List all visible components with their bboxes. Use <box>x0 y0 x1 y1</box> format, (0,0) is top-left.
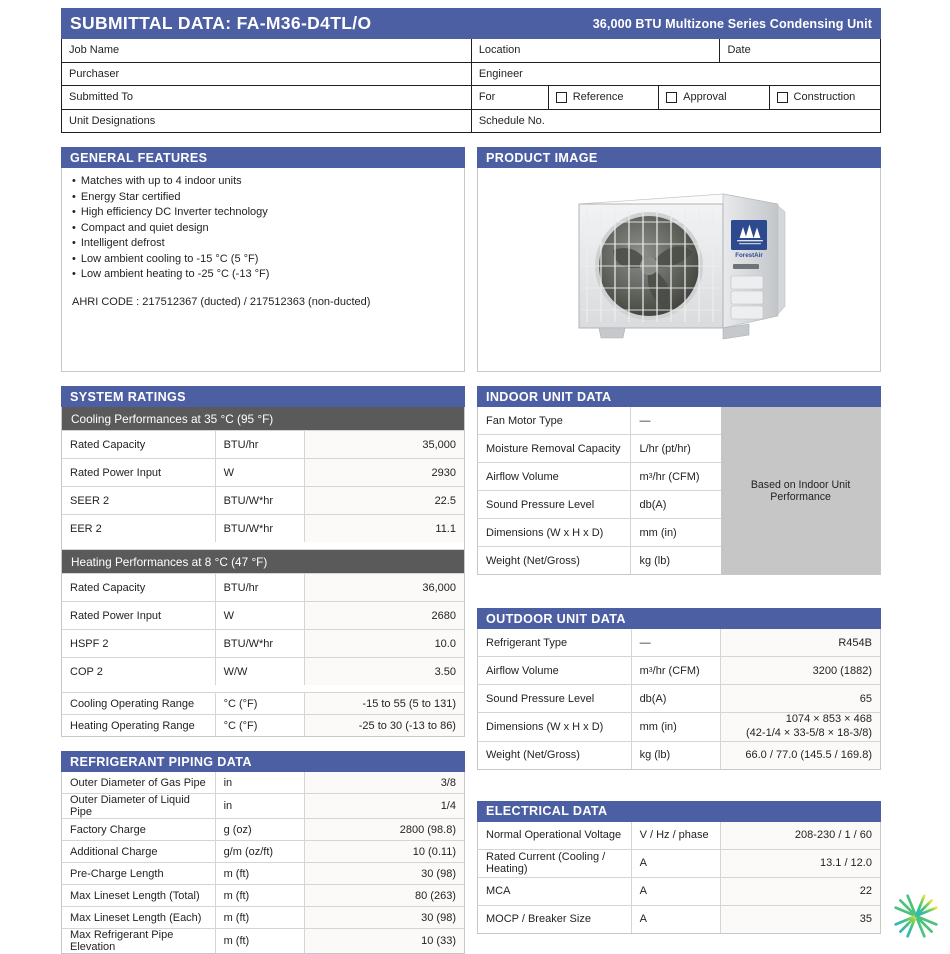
outdoor-unit-header <box>477 608 881 629</box>
table-row <box>478 463 721 491</box>
row-label: Fan Motor Type <box>478 407 631 434</box>
row-label: Rated Power Input <box>62 459 216 486</box>
table-row <box>62 459 464 487</box>
row-unit: A <box>632 906 722 933</box>
brand-label: ForestAir <box>735 252 763 259</box>
row-value: 22 <box>721 878 880 905</box>
row-value: 35 <box>721 906 880 933</box>
refrigerant-piping-table <box>61 772 465 954</box>
row-unit: m (ft) <box>216 929 306 953</box>
table-row <box>62 515 464 542</box>
row-label: Additional Charge <box>62 841 216 862</box>
row-value-line2: (42-1/4 × 33-5/8 × 18-3/8) <box>746 726 872 739</box>
row-value-line1: 1074 × 853 × 468 <box>785 713 872 725</box>
system-ratings-heading: SYSTEM RATINGS <box>70 389 186 404</box>
table-row <box>62 574 464 602</box>
row-label: Max Lineset Length (Total) <box>62 885 216 906</box>
table-row <box>478 491 721 519</box>
row-unit: m (ft) <box>216 907 306 928</box>
row-unit: in <box>216 772 306 793</box>
bullet-icon: • <box>72 237 76 249</box>
row-value: 13.1 / 12.0 <box>721 850 880 877</box>
field-job-name[interactable]: Job Name <box>62 39 472 62</box>
system-ratings-table <box>61 407 465 737</box>
row-value: -15 to 55 (5 to 131) <box>305 693 464 714</box>
row-unit: g (oz) <box>216 819 306 840</box>
submittal-form <box>61 39 881 133</box>
feature-label: Low ambient cooling to -15 °C (5 °F) <box>80 252 259 265</box>
row-value: 10 (0.11) <box>305 841 464 862</box>
row-unit: db(A) <box>639 498 667 511</box>
table-spacer <box>62 685 464 693</box>
table-row <box>62 693 464 715</box>
row-unit: kg (lb) <box>632 742 722 769</box>
table-row <box>62 794 464 819</box>
row-value <box>721 713 880 741</box>
row-label: Max Refrigerant Pipe Elevation <box>62 929 216 953</box>
table-row <box>478 822 880 850</box>
row-unit: g/m (oz/ft) <box>216 841 306 862</box>
row-label: Rated Power Input <box>62 602 216 629</box>
row-label: Rated Capacity <box>62 574 216 601</box>
checkbox-construction-label: Construction <box>793 91 856 104</box>
row-value: 30 (98) <box>305 863 464 884</box>
table-spacer <box>62 542 464 550</box>
electrical-header <box>477 801 881 822</box>
system-ratings-header <box>61 386 465 407</box>
table-row <box>62 907 464 929</box>
general-features-body <box>61 168 465 372</box>
row-label: Outer Diameter of Liquid Pipe <box>62 794 216 818</box>
row-label: Refrigerant Type <box>478 629 632 656</box>
row-value: 2930 <box>305 459 464 486</box>
table-row <box>62 885 464 907</box>
table-row <box>62 630 464 658</box>
document-subtitle: 36,000 BTU Multizone Series Condensing Unit <box>592 16 872 31</box>
row-unit: BTU/W*hr <box>216 630 306 657</box>
feature-item <box>72 206 454 218</box>
row-label: Outer Diameter of Gas Pipe <box>62 772 216 793</box>
form-row-submitted-to <box>62 86 880 110</box>
bullet-icon: • <box>72 268 76 280</box>
table-row <box>478 850 880 878</box>
bullet-icon: • <box>72 206 76 218</box>
indoor-unit-table <box>477 407 881 575</box>
row-unit: BTU/W*hr <box>216 487 306 514</box>
feature-label: Low ambient heating to -25 °C (-13 °F) <box>80 268 270 280</box>
row-value: 10 (33) <box>305 929 464 953</box>
row-unit: A <box>632 878 722 905</box>
row-unit: m (ft) <box>216 863 306 884</box>
row-value: 10.0 <box>305 630 464 657</box>
row-value: R454B <box>721 629 880 656</box>
checkbox-icon <box>777 92 788 103</box>
row-unit: m 3 /hr (CFM) <box>639 470 700 483</box>
left-column <box>61 147 465 954</box>
checkbox-reference-label: Reference <box>572 91 624 104</box>
row-unit: BTU/hr <box>216 431 306 458</box>
table-row <box>62 602 464 630</box>
row-unit: — <box>639 414 651 427</box>
form-row-job <box>62 39 880 63</box>
feature-item <box>72 175 454 187</box>
table-row <box>62 841 464 863</box>
checkbox-construction[interactable] <box>770 86 880 109</box>
row-value: 30 (98) <box>305 907 464 928</box>
general-features-heading: GENERAL FEATURES <box>70 150 208 165</box>
row-unit: W/W <box>216 658 306 685</box>
bullet-icon: • <box>72 252 76 265</box>
table-row <box>478 657 880 685</box>
field-for-label: For <box>472 86 549 109</box>
row-unit: db(A) <box>632 685 722 712</box>
row-label: Max Lineset Length (Each) <box>62 907 216 928</box>
row-label: Heating Operating Range <box>62 715 216 736</box>
row-unit: m 3 /hr (CFM) <box>632 657 722 684</box>
checkbox-reference[interactable] <box>549 86 659 109</box>
field-submitted-to[interactable]: Submitted To <box>62 86 472 109</box>
table-row <box>62 431 464 459</box>
indoor-unit-note: Based on Indoor Unit Performance <box>721 407 880 574</box>
row-value: 11.1 <box>305 515 464 542</box>
row-value: 2680 <box>305 602 464 629</box>
row-label: Rated Capacity <box>62 431 216 458</box>
row-label: SEER 2 <box>62 487 216 514</box>
table-row <box>62 772 464 794</box>
outdoor-unit-heading: OUTDOOR UNIT DATA <box>486 611 626 626</box>
row-value: 65 <box>721 685 880 712</box>
row-label: EER 2 <box>62 515 216 542</box>
row-label: MCA <box>478 878 632 905</box>
row-value: 3/8 <box>305 772 464 793</box>
refrigerant-piping-heading: REFRIGERANT PIPING DATA <box>70 754 252 769</box>
field-date[interactable]: Date <box>727 44 751 57</box>
bullet-icon: • <box>72 175 76 187</box>
row-unit: BTU/W*hr <box>216 515 306 542</box>
field-location[interactable]: Location <box>472 39 721 62</box>
general-features-list <box>72 175 454 280</box>
row-label: Pre-Charge Length <box>62 863 216 884</box>
table-row <box>478 713 880 742</box>
row-label: Weight (Net/Gross) <box>478 742 632 769</box>
product-image-header <box>477 147 881 168</box>
checkbox-approval-label: Approval <box>683 91 727 104</box>
row-unit: — <box>632 629 722 656</box>
row-unit: W <box>216 459 306 486</box>
row-label: Airflow Volume <box>478 657 632 684</box>
electrical-heading: ELECTRICAL DATA <box>486 804 608 818</box>
row-value: 1/4 <box>305 794 464 818</box>
heating-subheader: Heating Performances at 8 °C (47 °F) <box>62 550 464 574</box>
bullet-icon: • <box>72 190 76 203</box>
row-label: Factory Charge <box>62 819 216 840</box>
row-value: 3200 (1882) <box>721 657 880 684</box>
table-row <box>62 715 464 736</box>
document-title-bar <box>61 8 881 39</box>
table-row <box>478 685 880 713</box>
row-unit: V / Hz / phase <box>632 822 722 849</box>
feature-item <box>72 191 454 203</box>
row-unit: in <box>216 794 306 818</box>
table-row <box>62 487 464 515</box>
row-unit: mm (in) <box>632 713 722 741</box>
feature-item <box>72 237 454 249</box>
row-value: 80 (263) <box>305 885 464 906</box>
product-image-body <box>477 168 881 372</box>
indoor-unit-header <box>477 386 881 407</box>
indoor-unit-heading: INDOOR UNIT DATA <box>486 389 612 404</box>
table-row <box>478 629 880 657</box>
row-unit: °C (°F) <box>216 693 306 714</box>
row-label: Cooling Operating Range <box>62 693 216 714</box>
row-unit: °C (°F) <box>216 715 306 736</box>
feature-label: High efficiency DC Inverter technology <box>80 206 268 218</box>
row-label: HSPF 2 <box>62 630 216 657</box>
table-row <box>62 929 464 953</box>
field-purchaser[interactable]: Purchaser <box>62 63 472 86</box>
page-title: SUBMITTAL DATA: FA-M36-D4TL/O <box>70 13 372 33</box>
right-column <box>477 147 881 954</box>
table-row <box>478 407 721 435</box>
row-unit: BTU/hr <box>216 574 306 601</box>
starburst-logo-icon <box>890 890 942 942</box>
cooling-subheader: Cooling Performances at 35 °C (95 °F) <box>62 407 464 431</box>
field-schedule-no[interactable]: Schedule No. <box>478 114 545 127</box>
table-row <box>478 547 721 574</box>
row-label: MOCP / Breaker Size <box>478 906 632 933</box>
row-unit: A <box>632 850 722 877</box>
row-value: 2800 (98.8) <box>305 819 464 840</box>
row-label: Weight (Net/Gross) <box>478 547 631 574</box>
feature-item <box>72 222 454 234</box>
row-unit: kg (lb) <box>639 554 671 567</box>
feature-item <box>72 253 454 265</box>
field-engineer[interactable]: Engineer <box>478 67 523 80</box>
checkbox-icon <box>556 92 567 103</box>
table-row <box>478 435 721 463</box>
row-label: Sound Pressure Level <box>478 685 632 712</box>
submittal-sheet <box>61 8 881 954</box>
condensing-unit-photo <box>573 188 788 353</box>
product-image-heading: PRODUCT IMAGE <box>486 150 598 165</box>
bullet-icon: • <box>72 221 76 234</box>
field-unit-designations[interactable]: Unit Designations <box>62 110 472 133</box>
row-value: 35,000 <box>305 431 464 458</box>
outdoor-unit-table <box>477 629 881 770</box>
refrigerant-piping-header <box>61 751 465 772</box>
checkbox-approval[interactable] <box>659 86 769 109</box>
row-value: 66.0 / 77.0 (145.5 / 169.8) <box>721 742 880 769</box>
general-features-header <box>61 147 465 168</box>
row-value: 208-230 / 1 / 60 <box>721 822 880 849</box>
table-row <box>62 863 464 885</box>
feature-label: Matches with up to 4 indoor units <box>80 175 242 187</box>
feature-label: Intelligent defrost <box>80 237 165 249</box>
row-value: -25 to 30 (-13 to 86) <box>305 715 464 736</box>
form-row-unit-designations <box>62 110 880 133</box>
table-row <box>478 878 880 906</box>
feature-label: Compact and quiet design <box>80 221 209 234</box>
row-unit: W <box>216 602 306 629</box>
feature-item <box>72 268 454 280</box>
table-row <box>62 658 464 685</box>
table-row <box>478 519 721 547</box>
row-unit: m (ft) <box>216 885 306 906</box>
table-row <box>478 742 880 769</box>
row-label: Dimensions (W x H x D) <box>478 519 631 546</box>
checkbox-icon <box>666 92 677 103</box>
form-row-purchaser <box>62 63 880 87</box>
ahri-code: AHRI CODE : 217512367 (ducted) / 217512363 (non-ducted) <box>72 296 371 308</box>
row-label: Dimensions (W x H x D) <box>478 713 632 741</box>
row-value: 36,000 <box>305 574 464 601</box>
row-label: Sound Pressure Level <box>478 491 631 518</box>
row-label: COP 2 <box>62 658 216 685</box>
table-row <box>62 819 464 841</box>
row-unit: mm (in) <box>639 526 677 539</box>
electrical-table <box>477 822 881 934</box>
feature-label: Energy Star certified <box>80 190 181 203</box>
row-label: Rated Current (Cooling / Heating) <box>478 850 632 877</box>
row-value: 22.5 <box>305 487 464 514</box>
table-row <box>478 906 880 933</box>
row-value: 3.50 <box>305 658 464 685</box>
row-label: Moisture Removal Capacity <box>478 435 631 462</box>
row-unit: L/hr (pt/hr) <box>639 442 691 455</box>
row-label: Airflow Volume <box>478 463 631 490</box>
row-label: Normal Operational Voltage <box>478 822 632 849</box>
